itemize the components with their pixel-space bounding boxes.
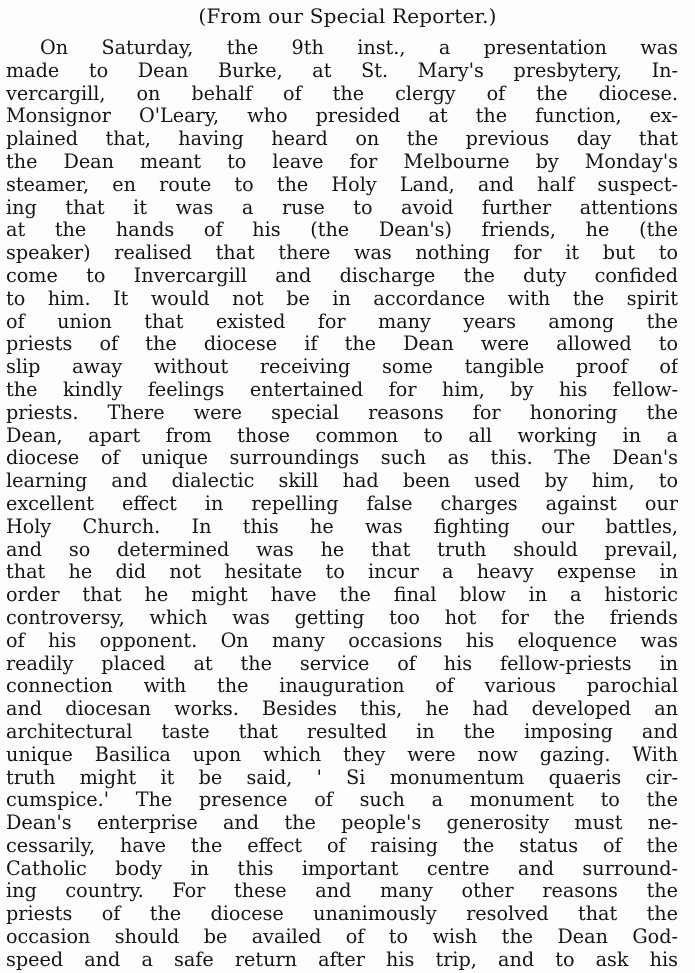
article-line: Catholic body in this important centre and surround-	[6, 857, 678, 880]
article-line: made to Dean Burke, at St. Mary's presbytery, In-	[6, 59, 678, 82]
article-line: speed and a safe return after his trip, and to ask his	[6, 948, 678, 971]
article-line: of his opponent. On many occasions his eloquence was	[6, 629, 678, 652]
article-line: priests of the diocese if the Dean were allowed to	[6, 333, 678, 356]
article-line: On Saturday, the 9th inst., a presentation was	[40, 37, 678, 59]
article-line: cessarily, have the effect of raising the status of the	[6, 834, 678, 857]
article-line: to him. It would not be in accordance with the spirit	[6, 287, 678, 310]
article-line: excellent effect in repelling false charges against our	[6, 492, 678, 515]
article-line: order that he might have the final blow in a historic	[6, 584, 678, 607]
article-line: Holy Church. In this he was fighting our battles,	[6, 515, 678, 538]
article-heading: (From our Special Reporter.)	[198, 4, 497, 28]
article-line: of union that existed for many years among the	[6, 310, 678, 333]
article-line: and diocesan works. Besides this, he had developed an	[6, 698, 678, 721]
article-line: the Dean meant to leave for Melbourne by Monday's	[6, 150, 678, 173]
article-line: vercargill, on behalf of the clergy of the diocese.	[6, 82, 678, 105]
article-line: steamer, en route to the Holy Land, and half suspect-	[6, 173, 678, 196]
article-line: readily placed at the service of his fellow-priests in	[6, 652, 678, 675]
article-line: architectural taste that resulted in the imposing and	[6, 720, 678, 743]
article-line: cumspice.' The presence of such a monument to the	[6, 789, 678, 812]
article-line: and so determined was he that truth should prevail,	[6, 538, 678, 561]
article-line: that he did not hesitate to incur a heavy expense in	[6, 561, 678, 584]
article-line: unique Basilica upon which they were now gazing. With	[6, 743, 678, 766]
article-line: occasion should be availed of to wish the Dean God-	[6, 926, 678, 949]
article-line: ing that it was a ruse to avoid further attentions	[6, 196, 678, 219]
article-line: Monsignor O'Leary, who presided at the function, ex-	[6, 105, 678, 128]
article-line: priests of the diocese unanimously resolved that the	[6, 903, 678, 926]
article-line: the kindly feelings entertained for him, by his fellow-	[6, 378, 678, 401]
article-line: priests. There were special reasons for honoring the	[6, 401, 678, 424]
article-body	[6, 37, 678, 972]
article-line: at the hands of his (the Dean's) friends, he (the	[6, 219, 678, 242]
article-line: plained that, having heard on the previous day that	[6, 128, 678, 151]
article-line: Dean's enterprise and the people's generosity must ne-	[6, 812, 678, 835]
article-line: Dean, apart from those common to all working in a	[6, 424, 678, 447]
article-line: come to Invercargill and discharge the duty confided	[6, 264, 678, 287]
article-line: speaker) realised that there was nothing for it but to	[6, 242, 678, 265]
article-line: connection with the inauguration of various parochial	[6, 675, 678, 698]
article-line: ing country. For these and many other reasons the	[6, 880, 678, 903]
article-line: diocese of unique surroundings such as this. The Dean's	[6, 447, 678, 470]
article-line: slip away without receiving some tangible proof of	[6, 356, 678, 379]
article-line: truth might it be said, ' Si monumentum quaeris cir-	[6, 766, 678, 789]
article-line: controversy, which was getting too hot for the friends	[6, 606, 678, 629]
article-line: learning and dialectic skill had been used by him, to	[6, 470, 678, 493]
